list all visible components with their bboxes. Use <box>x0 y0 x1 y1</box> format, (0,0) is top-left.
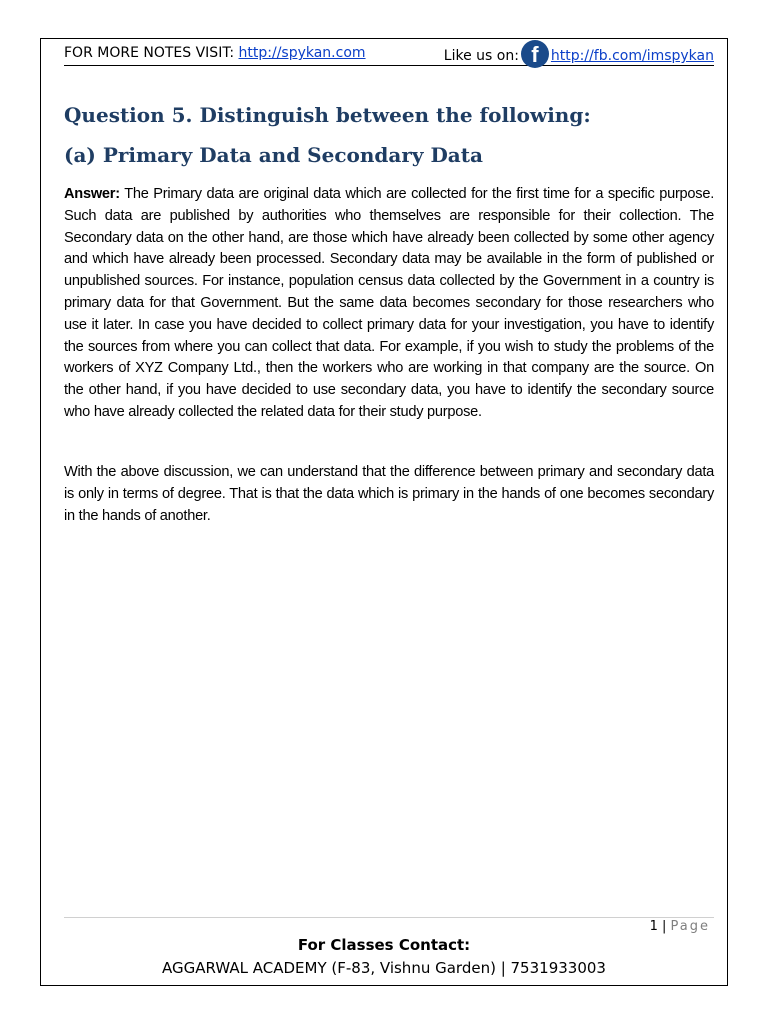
question-title: Question 5. Distinguish between the following: <box>64 103 591 127</box>
social-info <box>444 42 714 70</box>
conclusion-paragraph: With the above discussion, we can understand that the difference between primary and secondary data is only in terms of degree. That is that the data which is primary in the hands of one becomes secondary in the hands of another. <box>64 464 714 524</box>
notes-info <box>64 42 366 64</box>
notes-label: FOR MORE NOTES VISIT: <box>64 45 239 61</box>
facebook-icon[interactable]: f <box>521 40 549 68</box>
contact-label: For Classes Contact: <box>297 936 471 954</box>
like-label: Like us on: <box>443 48 519 64</box>
question-subtitle: (a) Primary Data and Secondary Data <box>64 143 483 167</box>
contact-info: AGGARWAL ACADEMY (F-83, Vishnu Garden) | 7531933003 <box>162 959 606 977</box>
answer-paragraph <box>64 184 714 424</box>
page-number-value: 1 <box>649 919 658 934</box>
page-number-separator: | <box>657 919 671 934</box>
facebook-link[interactable]: http://fb.com/imspykan <box>550 48 714 64</box>
page-number <box>650 919 710 934</box>
spykan-link[interactable]: http://spykan.com <box>238 45 366 61</box>
answer-label: Answer: <box>64 186 120 202</box>
page-header <box>64 42 714 66</box>
page-word: Page <box>670 919 710 934</box>
answer-text: The Primary data are original data which are collected for the first time for a specific purpose. Such data are published by authorities who themselves are responsible for their collection. The Secondary data on the other hand, are those which have already been collected by some other agency and which have already been processed. Secondary data may be available in the form of published or unpublished sources. For instance, population census data collected by the Government in a country is primary data for that Government. But the same data becomes secondary for those researchers who use it later. In case you have decided to collect primary data for your investigation, you have to identify the sources from where you can collect that data. For example, if you wish to study the problems of the workers of XYZ Company Ltd., then the workers who are working in that company are the source. On the other hand, if you have decided to use secondary data, you have to identify the secondary source who have already collected the related data for their study purpose. <box>64 186 714 420</box>
footer-divider <box>64 917 714 918</box>
